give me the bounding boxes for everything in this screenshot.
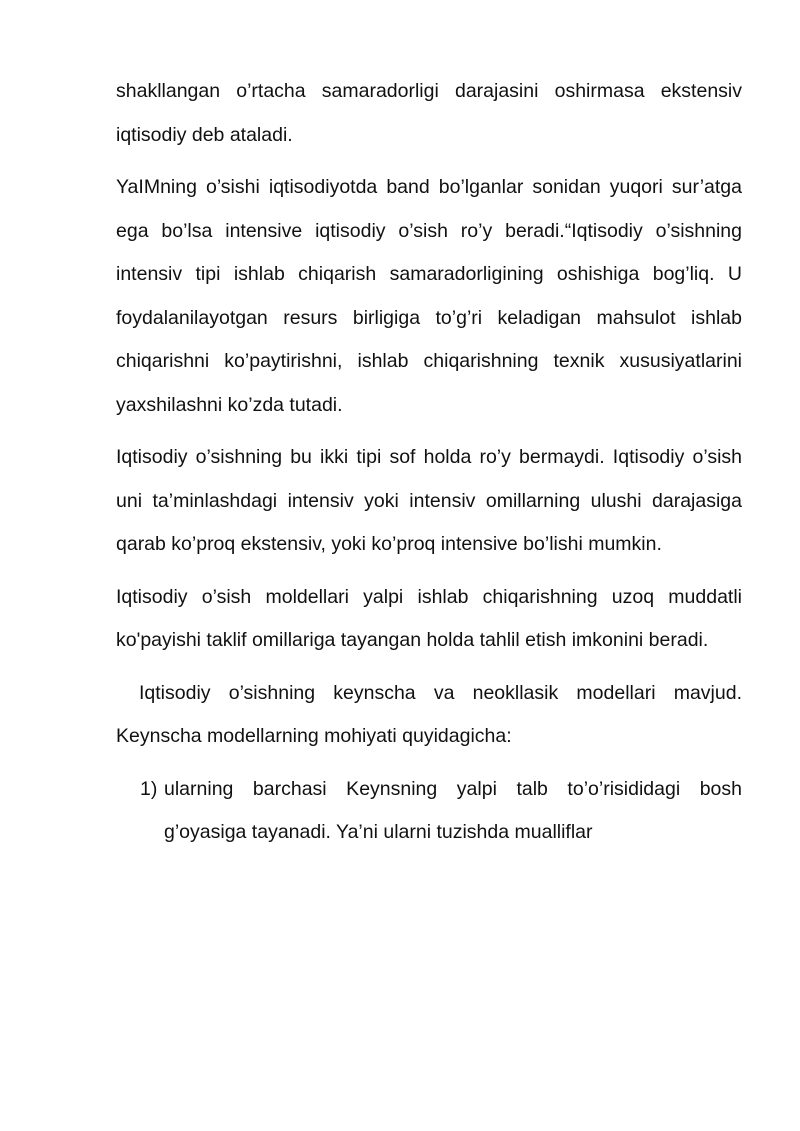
paragraph-5: Iqtisodiy o’sishning keynscha va neokllasik modellari mavjud. Keynscha modellarning mohiyati quyidagicha: (116, 681, 742, 747)
list-item-text: ularning barchasi Keynsning yalpi talb to’o’risididagi bosh g’oyasiga tayanadi. Ya’ni ularni tuzishda mualliflar (164, 777, 742, 843)
list-item-number: 1) (140, 777, 158, 800)
paragraph-3: Iqtisodiy o’sishning bu ikki tipi sof holda ro’y bermaydi. Iqtisodiy o’sish uni ta’minlashdagi intensiv yoki intensiv omillarning ulushi darajasiga qarab ko’proq ekstensiv, yoki ko’proq intensive bo’lishi mumkin. (116, 446, 742, 555)
paragraph-2: YaIMning o’sishi iqtisodiyotda band bo’lganlar sonidan yuqori sur’atga ega bo’lsa intensive iqtisodiy o’sish ro’y beradi.“Iqtisodiy o’sishning intensiv tipi ishlab chiqarish samaradorligining oshishiga bog’liq. U foydalanilayotgan resurs birligiga to’g’ri keladigan mahsulot ishlab chiqarishni ko’paytirishni, ishlab chiqarishning texnik xususiyatlarini yaxshilashni ko’zda tutadi. (116, 176, 742, 416)
list-item (116, 768, 742, 855)
paragraph-4: Iqtisodiy o’sish moldellari yalpi ishlab chiqarishning uzoq muddatli ko'payishi taklif omillariga tayangan holda tahlil etish imkonini beradi. (116, 585, 742, 651)
numbered-list (116, 768, 742, 855)
paragraph-1: shakllangan o’rtacha samaradorligi darajasini oshirmasa ekstensiv iqtisodiy deb ataladi. (116, 80, 742, 146)
